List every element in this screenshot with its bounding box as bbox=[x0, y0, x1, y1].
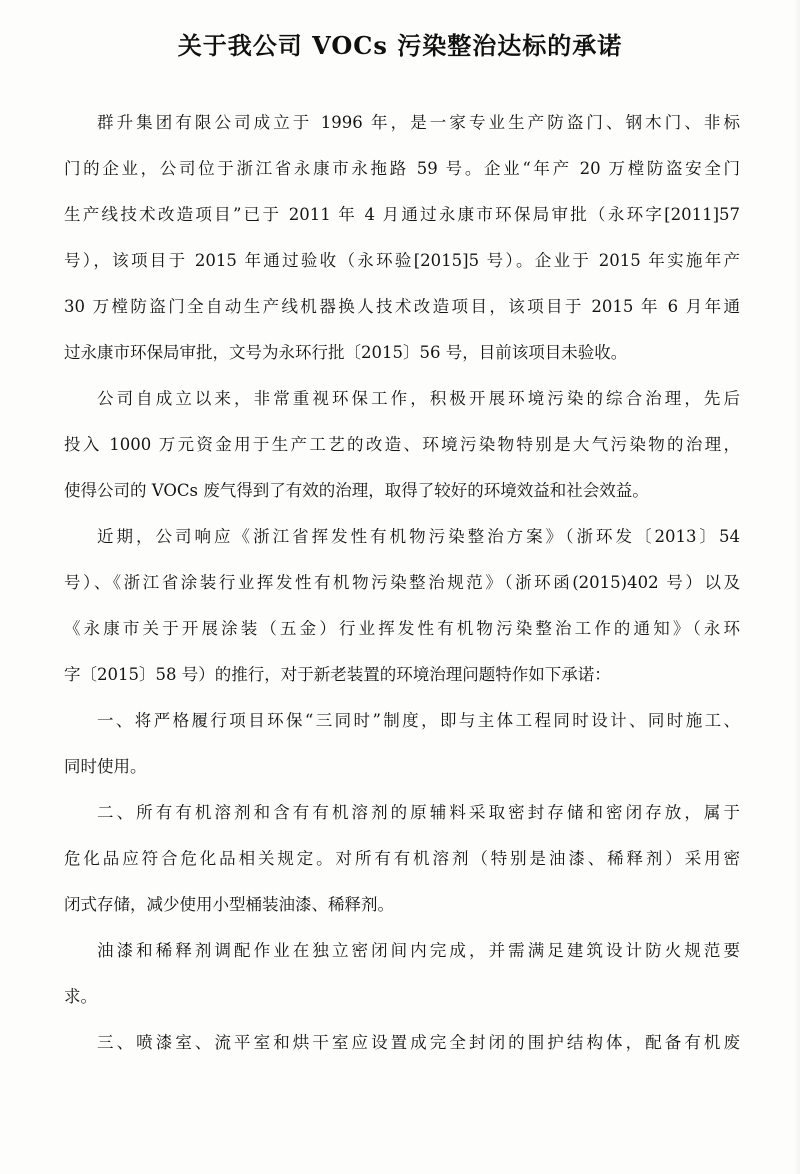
paragraph-company-intro bbox=[64, 100, 740, 376]
text-line: 二、所有有机溶剂和含有有机溶剂的原辅料采取密封存储和密闭存放，属于 bbox=[97, 803, 740, 822]
text-line: 投入 1000 万元资金用于生产工艺的改造、环境污染物特别是大气污染物的治理， bbox=[64, 435, 740, 454]
text-line: 字〔2015〕58 号）的推行，对于新老装置的环境治理问题特作如下承诺： bbox=[64, 665, 611, 684]
text-line: 30 万樘防盗门全自动生产线机器换人技术改造项目，该项目于 2015 年 6 月年通 bbox=[64, 297, 740, 316]
document-body bbox=[64, 100, 740, 1066]
paragraph-commitment-3 bbox=[64, 1020, 740, 1066]
text-line: 号），该项目于 2015 年通过验收（永环验[2015]5 号）。企业于 2015 年实施年产 bbox=[64, 251, 740, 270]
paragraph-commitment-1 bbox=[64, 698, 740, 790]
text-line: 使得公司的 VOCs 废气得到了有效的治理，取得了较好的环境效益和社会效益。 bbox=[64, 481, 649, 500]
text-line: 号）、《浙江省涂装行业挥发性有机物污染整治规范》（浙环函(2015)402 号）以及 bbox=[64, 573, 740, 592]
text-line: 公司自成立以来，非常重视环保工作，积极开展环境污染的综合治理，先后 bbox=[97, 389, 740, 408]
document-title: 关于我公司 VOCs 污染整治达标的承诺 bbox=[177, 31, 623, 60]
text-line: 生产线技术改造项目”已于 2011 年 4 月通过永康市环保局审批（永环字[2011]57 bbox=[64, 205, 740, 224]
paragraph-response bbox=[64, 514, 740, 698]
text-line: 《永康市关于开展涂装（五金）行业挥发性有机物污染整治工作的通知》（永环 bbox=[64, 619, 740, 638]
paragraph-mixing bbox=[64, 928, 740, 1020]
text-line: 同时使用。 bbox=[64, 757, 147, 776]
text-line: 一、将严格履行项目环保“三同时”制度，即与主体工程同时设计、同时施工、 bbox=[97, 711, 740, 730]
text-line: 门的企业，公司位于浙江省永康市永拖路 59 号。企业“年产 20 万樘防盗安全门 bbox=[64, 159, 740, 178]
paragraph-environmental-work bbox=[64, 376, 740, 514]
text-line: 过永康市环保局审批，文号为永环行批〔2015〕56 号，目前该项目未验收。 bbox=[64, 343, 628, 362]
text-line: 求。 bbox=[64, 987, 97, 1006]
text-line: 群升集团有限公司成立于 1996 年，是一家专业生产防盗门、钢木门、非标 bbox=[97, 113, 740, 132]
text-line: 闭式存储，减少使用小型桶装油漆、稀释剂。 bbox=[64, 895, 394, 914]
text-line: 近期，公司响应《浙江省挥发性有机物污染整治方案》（浙环发〔2013〕54 bbox=[97, 527, 740, 546]
paragraph-commitment-2 bbox=[64, 790, 740, 928]
text-line: 三、喷漆室、流平室和烘干室应设置成完全封闭的围护结构体，配备有机废 bbox=[97, 1033, 740, 1052]
page-edge-shadow bbox=[794, 0, 800, 1174]
text-line: 危化品应符合危化品相关规定。对所有有机溶剂（特别是油漆、稀释剂）采用密 bbox=[64, 849, 740, 868]
text-line: 油漆和稀释剂调配作业在独立密闭间内完成，并需满足建筑设计防火规范要 bbox=[97, 941, 740, 960]
